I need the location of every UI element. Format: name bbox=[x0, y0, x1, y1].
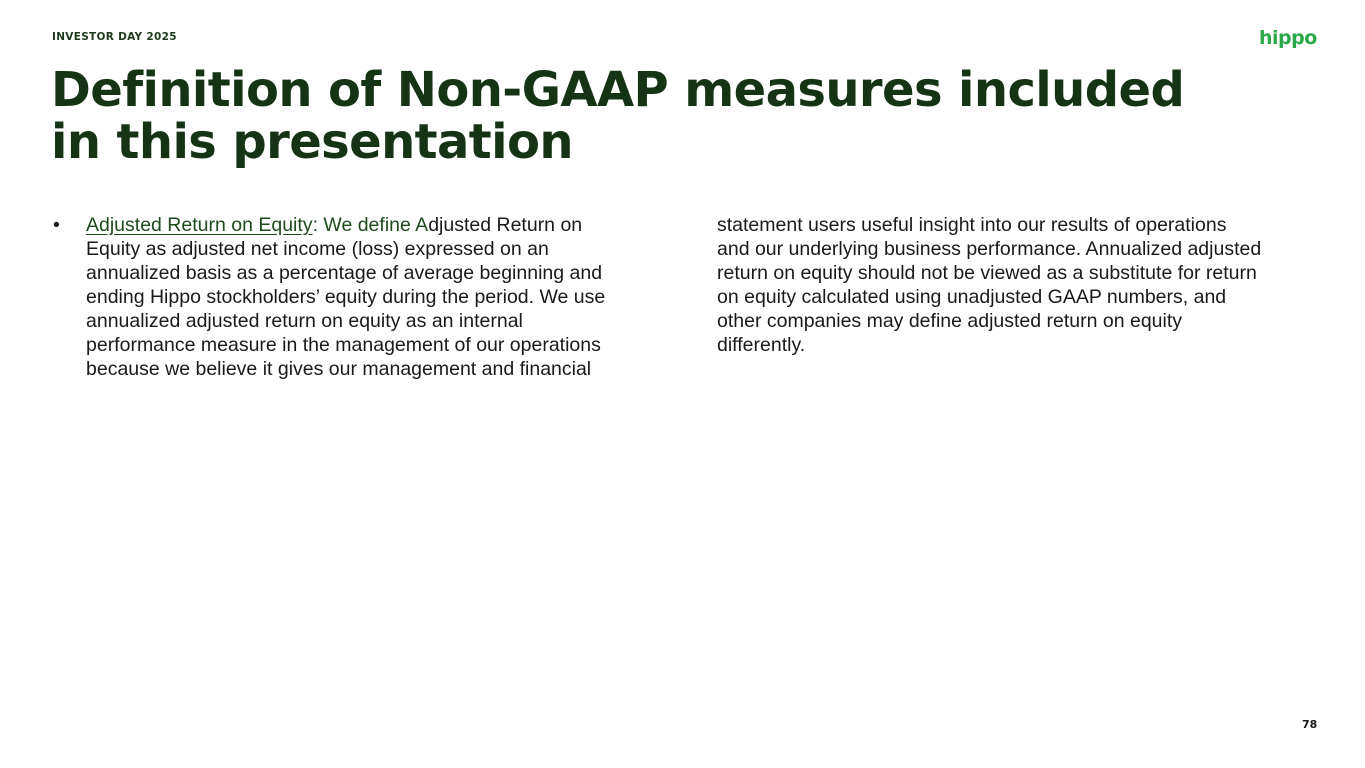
left-line-4: annualized adjusted return on equity as an internal bbox=[86, 310, 523, 332]
term-suffix: : We define A bbox=[312, 214, 429, 236]
definition-text-left bbox=[86, 213, 666, 381]
title-line-2: in this presentation bbox=[51, 114, 573, 170]
left-line-1: Equity as adjusted net income (loss) expressed on an bbox=[86, 238, 549, 260]
right-line-4: other companies may define adjusted return on equity bbox=[717, 310, 1183, 332]
right-line-3: on equity calculated using unadjusted GAAP numbers, and bbox=[717, 286, 1227, 308]
definition-line bbox=[86, 213, 666, 237]
right-line-0: statement users useful insight into our results of operations bbox=[717, 214, 1227, 236]
left-line-0: djusted Return on bbox=[428, 214, 583, 236]
term-adjusted-roe: Adjusted Return on Equity bbox=[86, 214, 313, 236]
hippo-logo: hippo bbox=[1259, 27, 1317, 49]
left-line-6: because we believe it gives our management and financial bbox=[86, 358, 592, 380]
right-line-1: and our underlying business performance. Annualized adjusted bbox=[717, 238, 1262, 260]
event-label: INVESTOR DAY 2025 bbox=[52, 31, 177, 43]
page-title bbox=[51, 64, 1201, 168]
left-line-2: annualized basis as a percentage of average beginning and bbox=[86, 262, 603, 284]
right-line-2: return on equity should not be viewed as a substitute for return bbox=[717, 262, 1257, 284]
bullet-marker: • bbox=[53, 214, 60, 236]
right-line-5: differently. bbox=[717, 334, 806, 356]
left-line-5: performance measure in the management of our operations bbox=[86, 334, 601, 356]
left-line-3: ending Hippo stockholders’ equity during the period. We use bbox=[86, 286, 606, 308]
title-line-1: Definition of Non-GAAP measures included bbox=[51, 62, 1185, 118]
definition-text-right bbox=[717, 213, 1322, 357]
page-number: 78 bbox=[1302, 718, 1318, 731]
